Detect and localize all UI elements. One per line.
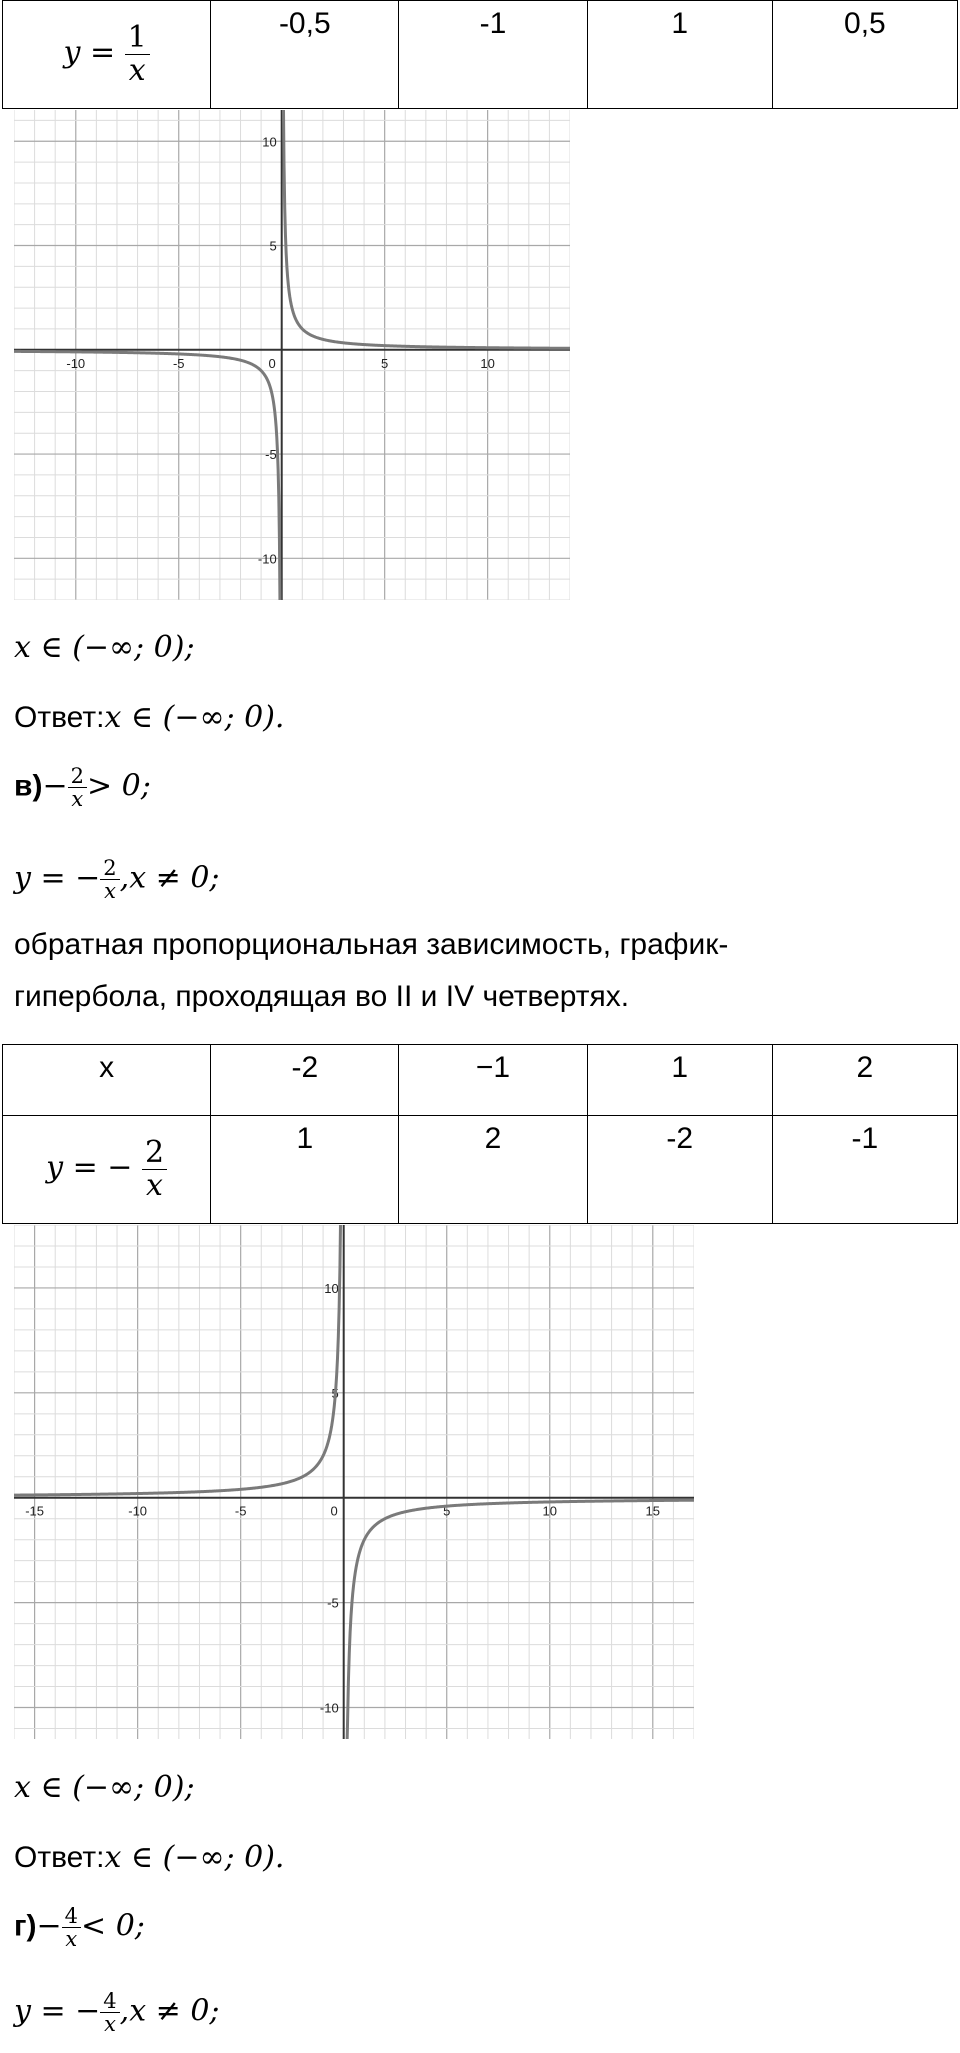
- x-tick-label: 0: [268, 355, 276, 371]
- item-label: г): [14, 1909, 37, 1943]
- x-tick-label: 10: [480, 355, 495, 371]
- y-tick-label: 10: [324, 1280, 339, 1296]
- function-line-v: y = − $\frac{2}{x}$ ,x ≠ 0;: [14, 856, 220, 904]
- description-line-1: обратная пропорциональная зависимость, график-: [14, 928, 729, 961]
- table-header-cell: -2: [211, 1045, 399, 1116]
- y-tick-label: -5: [265, 447, 277, 463]
- answer-line-1: [14, 700, 284, 735]
- x-tick-label: 0: [330, 1503, 338, 1519]
- item-g: г)− $\frac{4}{x}$ < 0;: [14, 1904, 145, 1952]
- x-tick-label: 5: [381, 355, 389, 371]
- graph-2: [14, 1225, 694, 1739]
- answer-line-2: [14, 1840, 284, 1875]
- table-header-cell: 2: [772, 1045, 957, 1116]
- description-line-2: гипербола, проходящая во II и IV четвертях.: [14, 980, 630, 1013]
- x-tick-label: -10: [128, 1503, 148, 1519]
- y-tick-label: -10: [319, 1700, 339, 1716]
- x-tick-label: 5: [443, 1503, 451, 1519]
- interval-line-1: x ∈ (−∞; 0);: [14, 630, 195, 665]
- table-header-cell: x: [3, 1045, 211, 1116]
- values-table-1: [2, 0, 958, 109]
- y-tick-label: 10: [262, 134, 277, 150]
- function-cell: y = − $\frac{2}{x}$: [3, 1116, 211, 1224]
- table-cell: 2: [399, 1116, 587, 1224]
- x-tick-label: -5: [172, 355, 185, 371]
- answer-label: Ответ:: [14, 701, 105, 734]
- table-header-cell: −1: [399, 1045, 587, 1116]
- curve-branch-right: [283, 110, 570, 348]
- y-tick-label: -10: [257, 551, 277, 567]
- x-tick-label: 10: [542, 1503, 557, 1519]
- x-tick-label: 15: [645, 1503, 661, 1519]
- table-header-cell: 1: [587, 1045, 772, 1116]
- graph-1: [14, 110, 570, 600]
- values-table-2: [2, 1044, 958, 1224]
- table-cell: -2: [587, 1116, 772, 1224]
- x-tick-label: -15: [25, 1503, 45, 1519]
- y-tick-label: 5: [331, 1385, 339, 1401]
- item-v: в)− $\frac{2}{x}$ > 0;: [14, 764, 151, 812]
- function-cell: y = $\frac{1}{x}$: [3, 1, 211, 109]
- answer-label: Ответ:: [14, 1841, 105, 1874]
- x-tick-label: -10: [66, 355, 86, 371]
- function-line-g: y = − $\frac{4}{x}$ ,x ≠ 0;: [14, 1989, 220, 2037]
- curve-branch-left: [14, 1225, 341, 1495]
- y-tick-label: -5: [327, 1595, 339, 1611]
- item-label: в): [14, 769, 43, 803]
- table-cell: 1: [211, 1116, 399, 1224]
- table-cell: 1: [587, 1, 772, 109]
- answer-expr: x ∈ (−∞; 0).: [104, 1840, 285, 1875]
- table-cell: -1: [772, 1116, 957, 1224]
- table-cell: -1: [399, 1, 587, 109]
- table-cell: 0,5: [772, 1, 957, 109]
- interval-line-2: x ∈ (−∞; 0);: [14, 1770, 195, 1805]
- answer-expr: x ∈ (−∞; 0).: [104, 700, 285, 735]
- table-cell: -0,5: [211, 1, 399, 109]
- x-tick-label: -5: [234, 1503, 247, 1519]
- y-tick-label: 5: [269, 238, 277, 254]
- curve-branch-right: [347, 1500, 694, 1739]
